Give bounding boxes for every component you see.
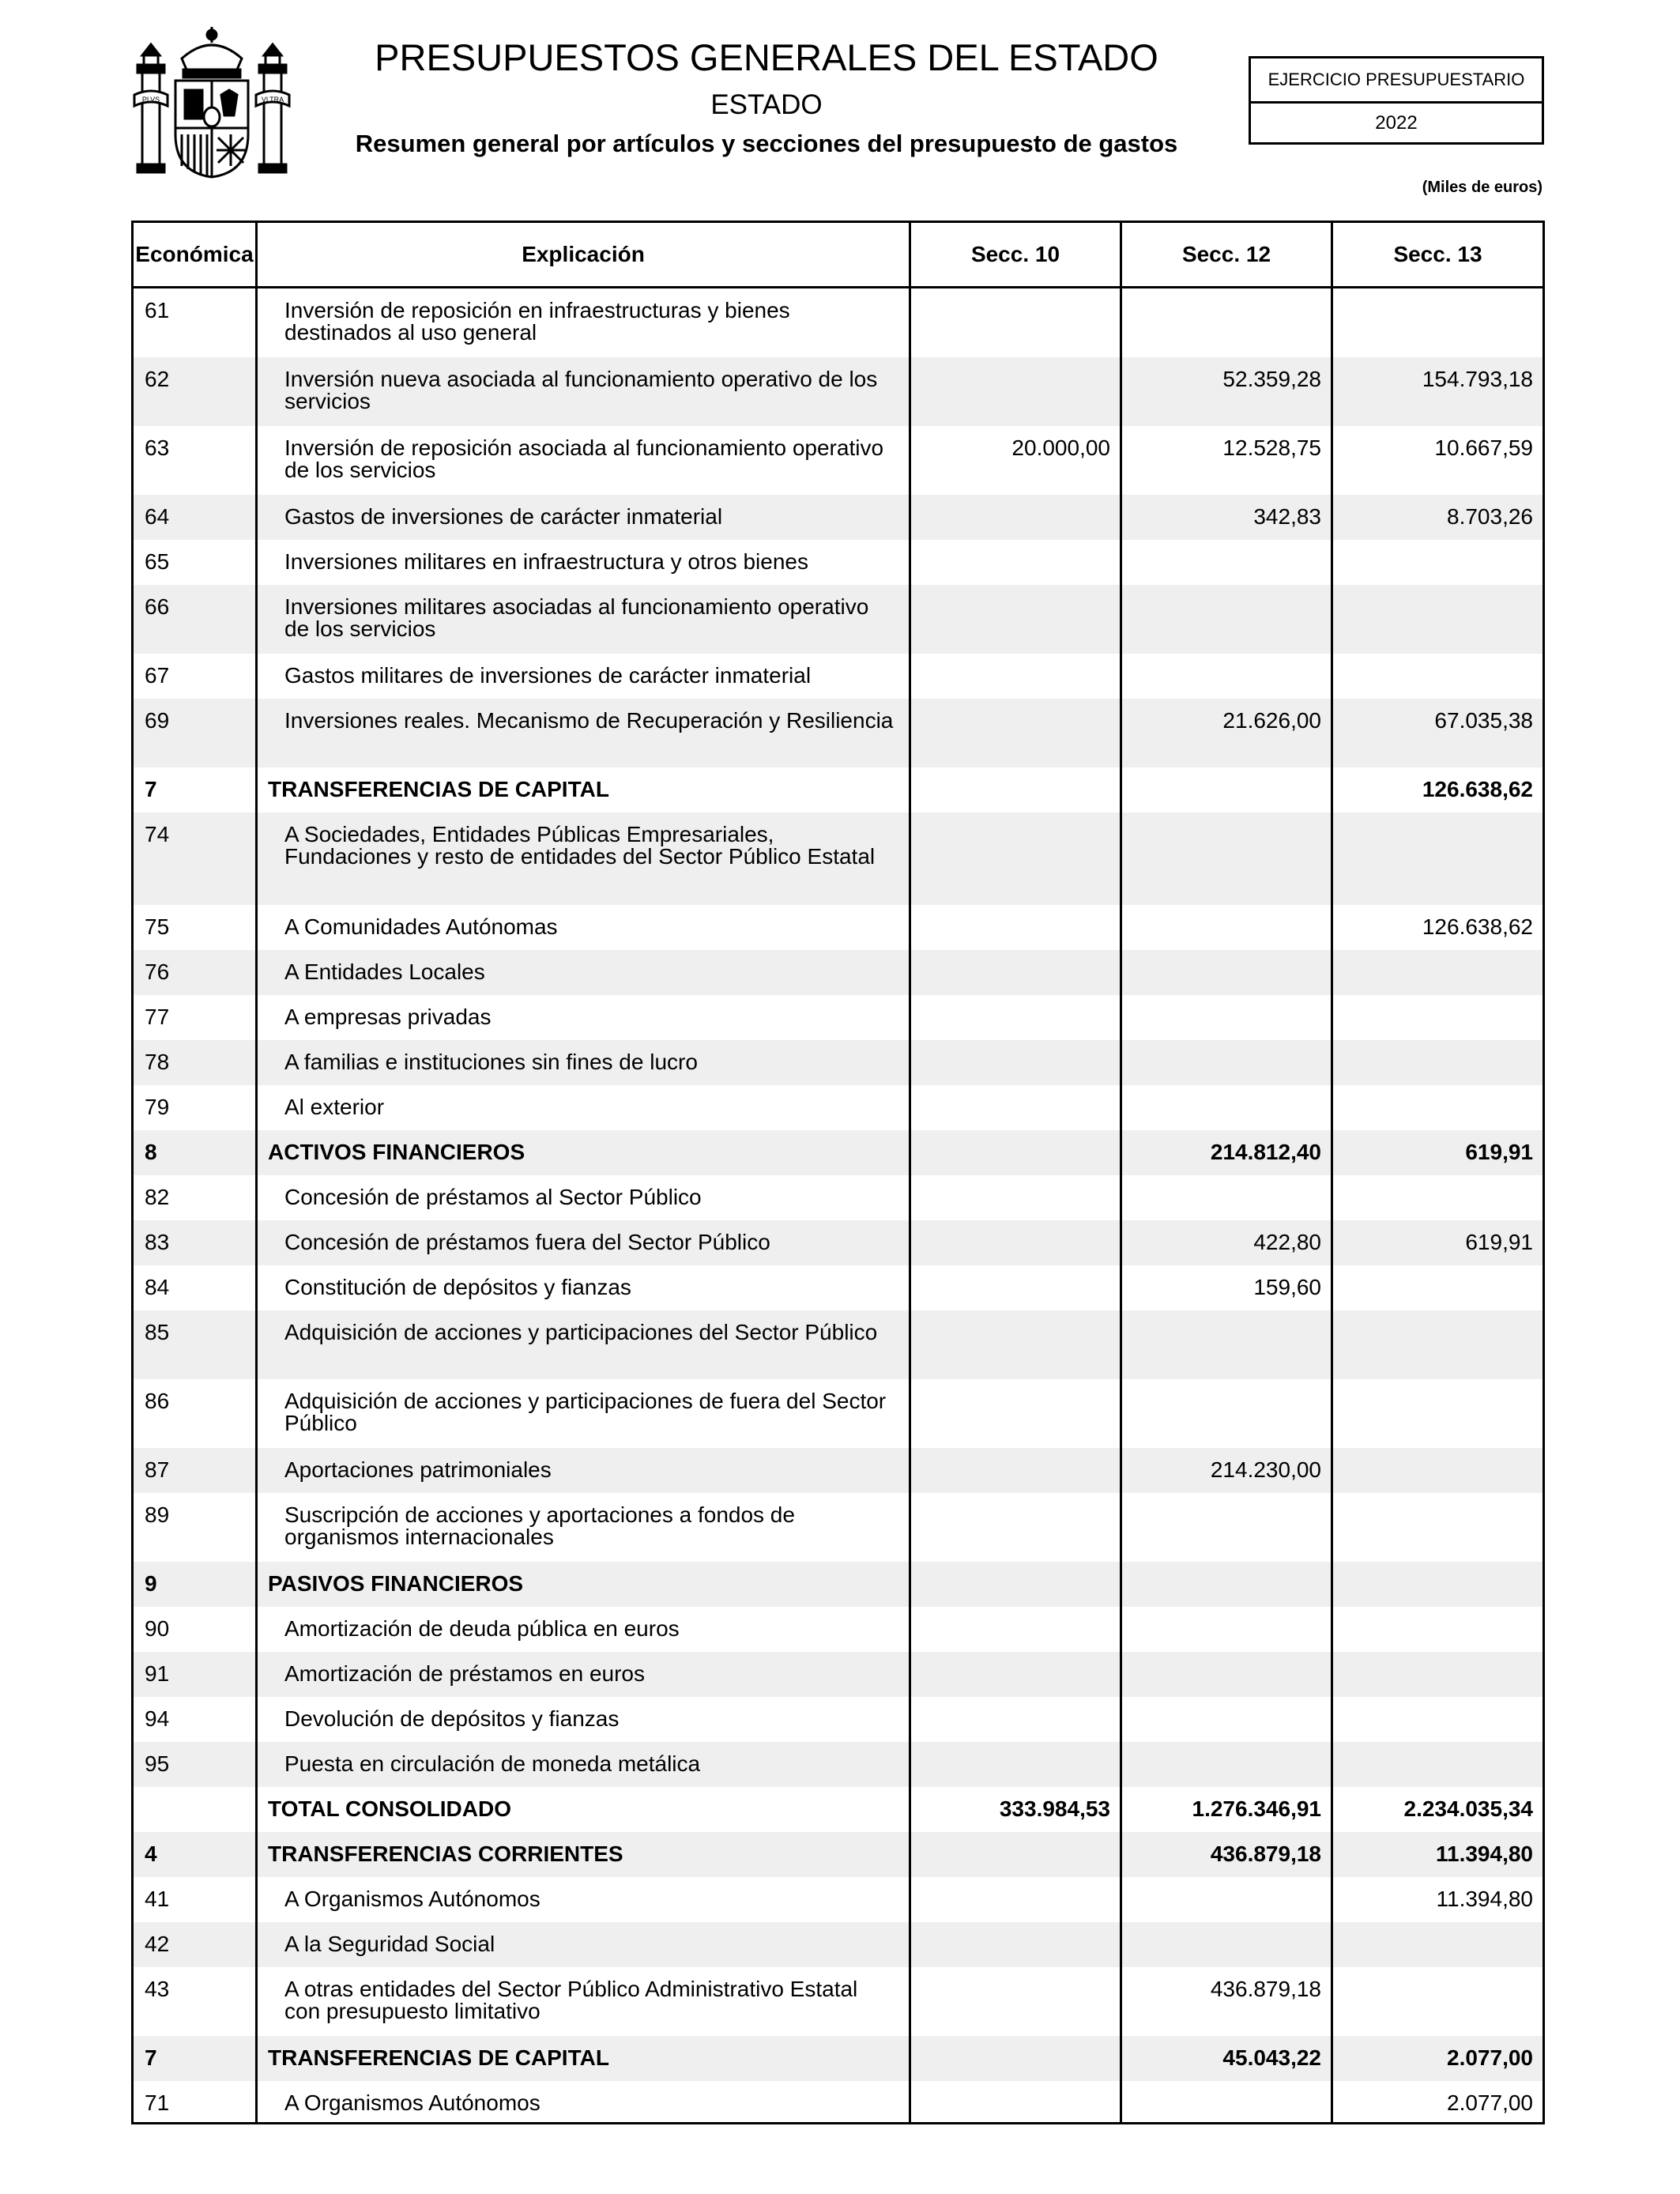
cell-economica: 42 [134, 1922, 258, 1967]
cell-economica: 69 [134, 699, 258, 767]
ejercicio-label: EJERCICIO PRESUPUESTARIO [1251, 58, 1542, 104]
cell-secc-12 [1122, 950, 1333, 995]
cell-secc-10 [911, 1652, 1122, 1697]
table-row [134, 905, 1543, 950]
cell-secc-10 [911, 1967, 1122, 2036]
table-row [134, 654, 1543, 699]
col-header-secc-13: Secc. 13 [1393, 242, 1482, 266]
cell-secc-13: 11.394,80 [1436, 1887, 1533, 1911]
cell-secc-10 [911, 654, 1122, 699]
table-row [134, 288, 1543, 357]
cell-secc-10 [911, 812, 1122, 905]
cell-economica: 61 [134, 288, 258, 357]
cell-secc-12 [1122, 1175, 1333, 1220]
cell-economica: 66 [134, 585, 258, 654]
cell-secc-13: 8.703,26 [1447, 504, 1533, 529]
cell-secc-10 [911, 1922, 1122, 1967]
cell-secc-10 [911, 1562, 1122, 1607]
cell-secc-13: 2.077,00 [1447, 2090, 1533, 2115]
cell-secc-12 [1122, 2081, 1333, 2124]
cell-secc-12 [1122, 1877, 1333, 1922]
cell-secc-10 [911, 1040, 1122, 1085]
cell-secc-10: 20.000,00 [911, 426, 1122, 495]
cell-economica: 91 [134, 1652, 258, 1697]
cell-explicacion: PASIVOS FINANCIEROS [258, 1562, 911, 1607]
cell-secc-12: 159,60 [1122, 1265, 1333, 1310]
cell-secc-13 [1333, 812, 1543, 905]
cell-explicacion: Adquisición de acciones y participaciones del Sector Público [258, 1310, 911, 1379]
cell-secc-13 [1333, 950, 1543, 995]
table-row [134, 495, 1543, 540]
cell-secc-10 [911, 495, 1122, 540]
svg-text:VLTRA: VLTRA [261, 96, 284, 104]
cell-explicacion: Inversiones reales. Mecanismo de Recuperación y Resiliencia [258, 699, 911, 767]
cell-secc-13: 619,91 [1465, 1230, 1533, 1254]
table-row [134, 426, 1543, 495]
ejercicio-box [1249, 56, 1544, 145]
cell-secc-12 [1122, 1607, 1333, 1652]
cell-secc-10 [911, 1448, 1122, 1493]
table-header [134, 223, 1543, 288]
cell-secc-12: 342,83 [1122, 495, 1333, 540]
table-row [134, 699, 1543, 767]
table-row [134, 1130, 1543, 1175]
table-row [134, 1085, 1543, 1130]
cell-secc-10 [911, 357, 1122, 426]
cell-explicacion: Concesión de préstamos al Sector Público [258, 1175, 911, 1220]
cell-secc-10 [911, 1742, 1122, 1787]
cell-secc-13 [1333, 1310, 1543, 1379]
cell-explicacion: A la Seguridad Social [258, 1922, 911, 1967]
cell-secc-13: 154.793,18 [1422, 367, 1533, 391]
cell-secc-10 [911, 1310, 1122, 1379]
cell-secc-12 [1122, 1922, 1333, 1967]
cell-economica: 63 [134, 426, 258, 495]
cell-secc-13: 2.077,00 [1447, 2045, 1533, 2070]
budget-table [131, 221, 1545, 2124]
cell-secc-10 [911, 699, 1122, 767]
cell-explicacion: Al exterior [258, 1085, 911, 1130]
col-header-economica: Económica [134, 223, 258, 286]
table-row [134, 812, 1543, 905]
cell-secc-12: 436.879,18 [1122, 1832, 1333, 1877]
cell-secc-13 [1333, 1448, 1543, 1493]
cell-explicacion: TRANSFERENCIAS DE CAPITAL [258, 2036, 911, 2081]
table-row [134, 1832, 1543, 1877]
svg-text:PLVS: PLVS [141, 96, 160, 104]
cell-secc-12: 45.043,22 [1122, 2036, 1333, 2081]
cell-explicacion: Puesta en circulación de moneda metálica [258, 1742, 911, 1787]
ejercicio-year: 2022 [1375, 112, 1418, 134]
cell-secc-12 [1122, 585, 1333, 654]
cell-economica: 41 [134, 1877, 258, 1922]
cell-secc-12: 214.230,00 [1122, 1448, 1333, 1493]
cell-secc-12 [1122, 905, 1333, 950]
cell-explicacion: TRANSFERENCIAS DE CAPITAL [258, 767, 911, 812]
table-row [134, 1493, 1543, 1562]
cell-secc-13 [1333, 1967, 1543, 2036]
cell-explicacion: A empresas privadas [258, 995, 911, 1040]
cell-secc-13 [1333, 1607, 1543, 1652]
cell-secc-12 [1122, 1310, 1333, 1379]
cell-explicacion: Concesión de préstamos fuera del Sector Público [258, 1220, 911, 1265]
cell-secc-12 [1122, 1040, 1333, 1085]
cell-secc-12 [1122, 654, 1333, 699]
cell-explicacion: ACTIVOS FINANCIEROS [258, 1130, 911, 1175]
cell-secc-10 [911, 1265, 1122, 1310]
cell-secc-10 [911, 1607, 1122, 1652]
cell-secc-10 [911, 585, 1122, 654]
table-row [134, 540, 1543, 585]
cell-explicacion: A otras entidades del Sector Público Administrativo Estatal con presupuesto limitativo [258, 1967, 911, 2036]
cell-secc-13: 2.234.035,34 [1403, 1796, 1533, 1821]
cell-secc-13 [1333, 1922, 1543, 1967]
table-row [134, 1787, 1543, 1832]
table-row [134, 1310, 1543, 1379]
cell-secc-10 [911, 995, 1122, 1040]
cell-secc-10 [911, 905, 1122, 950]
col-header-secc-12: Secc. 12 [1122, 223, 1333, 286]
cell-secc-13 [1333, 1040, 1543, 1085]
cell-secc-13: 619,91 [1465, 1140, 1533, 1164]
cell-economica: 4 [134, 1832, 258, 1877]
cell-economica: 83 [134, 1220, 258, 1265]
cell-secc-12: 52.359,28 [1122, 357, 1333, 426]
table-row [134, 1742, 1543, 1787]
cell-economica: 79 [134, 1085, 258, 1130]
cell-secc-12: 1.276.346,91 [1122, 1787, 1333, 1832]
table-row [134, 2036, 1543, 2081]
cell-secc-12 [1122, 767, 1333, 812]
cell-secc-13 [1333, 1265, 1543, 1310]
cell-explicacion: Suscripción de acciones y aportaciones a fondos de organismos internacionales [258, 1493, 911, 1562]
cell-secc-13 [1333, 1562, 1543, 1607]
table-row [134, 1652, 1543, 1697]
col-header-explicacion: Explicación [258, 223, 911, 286]
cell-secc-12 [1122, 1697, 1333, 1742]
cell-secc-13 [1333, 288, 1543, 357]
cell-secc-13 [1333, 1175, 1543, 1220]
cell-economica: 86 [134, 1379, 258, 1448]
cell-secc-13 [1333, 540, 1543, 585]
cell-secc-12 [1122, 1652, 1333, 1697]
cell-secc-13 [1333, 654, 1543, 699]
cell-secc-12 [1122, 1742, 1333, 1787]
cell-explicacion: TOTAL CONSOLIDADO [258, 1787, 911, 1832]
cell-secc-13 [1333, 995, 1543, 1040]
cell-explicacion: Inversión de reposición en infraestructuras y bienes destinados al uso general [258, 288, 911, 357]
table-row [134, 1040, 1543, 1085]
table-row [134, 1922, 1543, 1967]
cell-secc-10 [911, 1877, 1122, 1922]
table-row [134, 1175, 1543, 1220]
cell-explicacion: A Comunidades Autónomas [258, 905, 911, 950]
cell-secc-12: 12.528,75 [1122, 426, 1333, 495]
page-title: PRESUPUESTOS GENERALES DEL ESTADO [375, 36, 1158, 78]
cell-economica: 43 [134, 1967, 258, 2036]
cell-economica: 7 [134, 767, 258, 812]
cell-secc-10 [911, 2036, 1122, 2081]
cell-secc-10 [911, 1697, 1122, 1742]
cell-secc-10 [911, 1085, 1122, 1130]
table-row [134, 950, 1543, 995]
cell-secc-10 [911, 288, 1122, 357]
table-row [134, 1448, 1543, 1493]
table-row [134, 767, 1543, 812]
cell-secc-12 [1122, 540, 1333, 585]
table-row [134, 357, 1543, 426]
cell-secc-13: 11.394,80 [1435, 1842, 1533, 1866]
cell-economica: 64 [134, 495, 258, 540]
cell-economica: 76 [134, 950, 258, 995]
cell-secc-12 [1122, 288, 1333, 357]
cell-explicacion: A Entidades Locales [258, 950, 911, 995]
cell-secc-12 [1122, 1085, 1333, 1130]
cell-economica: 77 [134, 995, 258, 1040]
table-row [134, 995, 1543, 1040]
cell-economica: 89 [134, 1493, 258, 1562]
units-label: (Miles de euros) [1422, 179, 1543, 196]
cell-economica: 67 [134, 654, 258, 699]
cell-economica: 62 [134, 357, 258, 426]
cell-explicacion: A Organismos Autónomos [258, 2081, 911, 2124]
cell-economica: 7 [134, 2036, 258, 2081]
cell-secc-13: 126.638,62 [1422, 914, 1533, 939]
cell-explicacion: Amortización de préstamos en euros [258, 1652, 911, 1697]
cell-economica: 8 [134, 1130, 258, 1175]
cell-secc-12 [1122, 812, 1333, 905]
cell-economica: 75 [134, 905, 258, 950]
cell-explicacion: Gastos de inversiones de carácter inmaterial [258, 495, 911, 540]
cell-secc-12 [1122, 1379, 1333, 1448]
cell-secc-10 [911, 1175, 1122, 1220]
cell-economica: 78 [134, 1040, 258, 1085]
cell-explicacion: Inversiones militares en infraestructura y otros bienes [258, 540, 911, 585]
cell-secc-10 [911, 1832, 1122, 1877]
cell-explicacion: Inversiones militares asociadas al funcionamiento operativo de los servicios [258, 585, 911, 654]
cell-secc-13 [1333, 1379, 1543, 1448]
cell-explicacion: A Organismos Autónomos [258, 1877, 911, 1922]
cell-secc-13 [1333, 1085, 1543, 1130]
table-row [134, 1967, 1543, 2036]
table-row [134, 1877, 1543, 1922]
table-body [134, 288, 1543, 2124]
cell-explicacion: Devolución de depósitos y fianzas [258, 1697, 911, 1742]
cell-economica: 87 [134, 1448, 258, 1493]
cell-economica: 71 [134, 2081, 258, 2124]
table-row [134, 2081, 1543, 2124]
cell-secc-10 [911, 767, 1122, 812]
cell-secc-10 [911, 540, 1122, 585]
cell-secc-10 [911, 1220, 1122, 1265]
table-row [134, 1607, 1543, 1652]
cell-economica [134, 1787, 258, 1832]
cell-secc-10 [911, 1493, 1122, 1562]
cell-economica: 84 [134, 1265, 258, 1310]
cell-secc-13 [1333, 1697, 1543, 1742]
table-row [134, 1220, 1543, 1265]
cell-economica: 85 [134, 1310, 258, 1379]
cell-secc-13 [1333, 585, 1543, 654]
cell-secc-13: 67.035,38 [1434, 708, 1533, 733]
cell-secc-13 [1333, 1493, 1543, 1562]
table-row [134, 1379, 1543, 1448]
cell-secc-10 [911, 2081, 1122, 2124]
cell-secc-12 [1122, 995, 1333, 1040]
cell-secc-12: 422,80 [1122, 1220, 1333, 1265]
cell-secc-12: 21.626,00 [1122, 699, 1333, 767]
cell-explicacion: TRANSFERENCIAS CORRIENTES [258, 1832, 911, 1877]
page-subtitle: ESTADO [710, 89, 823, 120]
cell-secc-12 [1122, 1493, 1333, 1562]
cell-explicacion: Adquisición de acciones y participaciones de fuera del Sector Público [258, 1379, 911, 1448]
coat-of-arms-logo [133, 24, 291, 182]
table-row [134, 585, 1543, 654]
cell-secc-12: 436.879,18 [1122, 1967, 1333, 2036]
cell-secc-10: 333.984,53 [911, 1787, 1122, 1832]
cell-secc-10 [911, 1379, 1122, 1448]
cell-secc-13 [1333, 1652, 1543, 1697]
cell-explicacion: A familias e instituciones sin fines de lucro [258, 1040, 911, 1085]
cell-economica: 94 [134, 1697, 258, 1742]
cell-explicacion: Gastos militares de inversiones de carácter inmaterial [258, 654, 911, 699]
cell-economica: 65 [134, 540, 258, 585]
cell-explicacion: Aportaciones patrimoniales [258, 1448, 911, 1493]
cell-secc-12: 214.812,40 [1122, 1130, 1333, 1175]
cell-secc-10 [911, 950, 1122, 995]
cell-economica: 82 [134, 1175, 258, 1220]
page-description: Resumen general por artículos y secciones del presupuesto de gastos [355, 130, 1178, 157]
cell-explicacion: Inversión nueva asociada al funcionamiento operativo de los servicios [258, 357, 911, 426]
cell-explicacion: Amortización de deuda pública en euros [258, 1607, 911, 1652]
cell-explicacion: A Sociedades, Entidades Públicas Empresariales, Fundaciones y resto de entidades del Sector Público Estatal [258, 812, 911, 905]
table-row [134, 1562, 1543, 1607]
cell-economica: 95 [134, 1742, 258, 1787]
cell-secc-13: 126.638,62 [1422, 777, 1533, 801]
cell-economica: 9 [134, 1562, 258, 1607]
table-row [134, 1697, 1543, 1742]
cell-secc-10 [911, 1130, 1122, 1175]
cell-secc-13: 10.667,59 [1434, 435, 1533, 460]
cell-economica: 74 [134, 812, 258, 905]
table-row [134, 1265, 1543, 1310]
col-header-secc-10: Secc. 10 [911, 223, 1122, 286]
cell-secc-13 [1333, 1742, 1543, 1787]
cell-explicacion: Constitución de depósitos y fianzas [258, 1265, 911, 1310]
cell-secc-12 [1122, 1562, 1333, 1607]
cell-economica: 90 [134, 1607, 258, 1652]
cell-explicacion: Inversión de reposición asociada al funcionamiento operativo de los servicios [258, 426, 911, 495]
